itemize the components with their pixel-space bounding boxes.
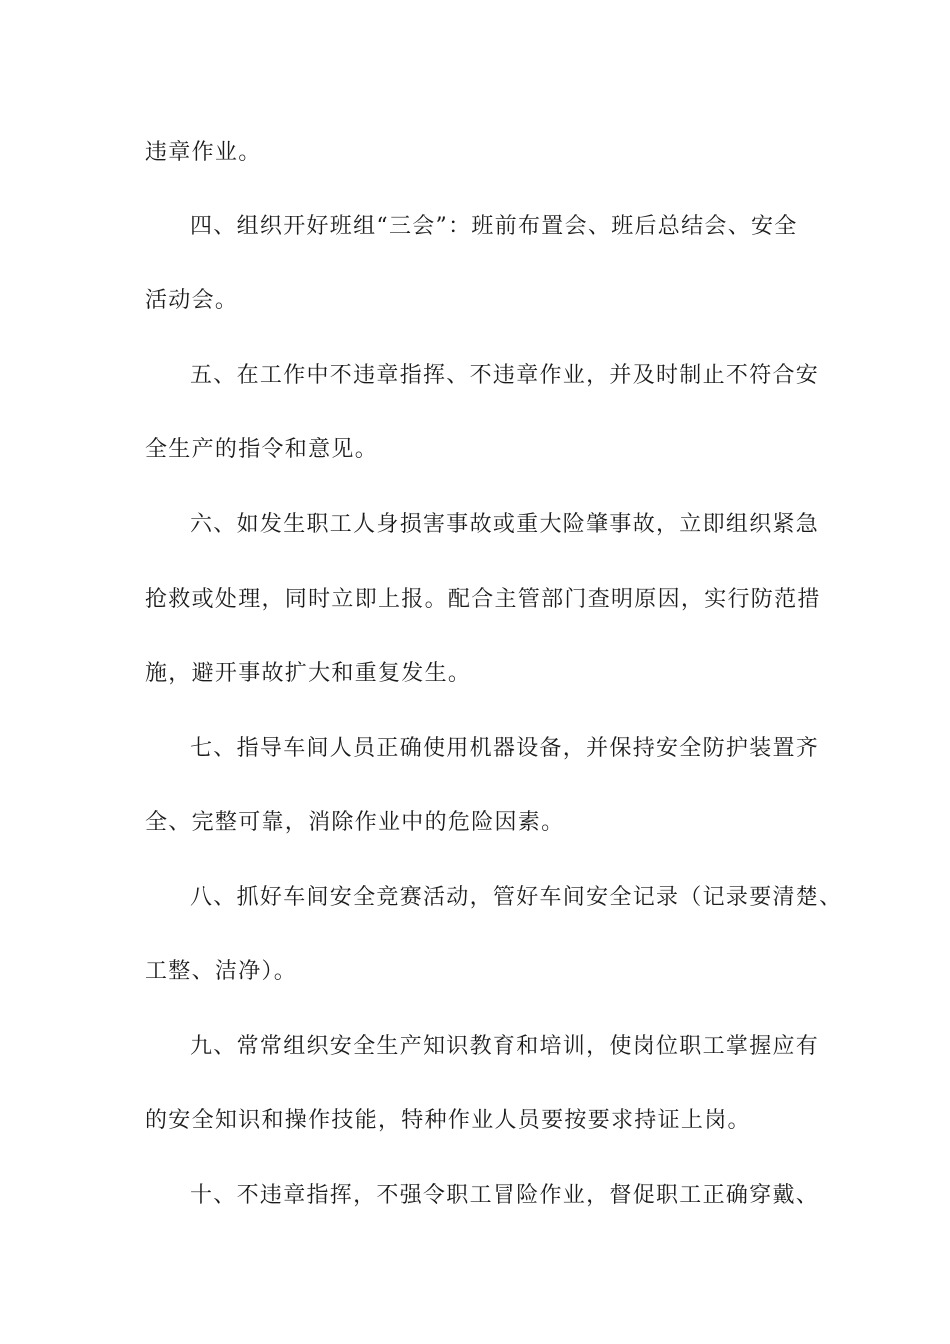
paragraph-6-start: 六、如发生职工人身损害事故或重大险肇事故，立即组织紧急: [190, 512, 820, 537]
paragraph-10-start: 十、不违章指挥，不强令职工冒险作业，督促职工正确穿戴、: [190, 1183, 820, 1208]
paragraph-5-start: 五、在工作中不违章指挥、不违章作业，并及时制止不符合安: [190, 363, 820, 388]
paragraph-4-start: 四、组织开好班组“三会”：班前布置会、班后总结会、安全: [190, 214, 798, 239]
paragraph-7-start: 七、指导车间人员正确使用机器设备，并保持安全防护装置齐: [190, 736, 820, 761]
paragraph-8-start: 八、抓好车间安全竞赛活动，管好车间安全记录（记录要清楚、: [190, 885, 843, 910]
text-line: 全、完整可靠，消除作业中的危险因素。: [145, 810, 565, 835]
text-line: 的安全知识和操作技能，特种作业人员要按要求持证上岗。: [145, 1108, 751, 1133]
text-line: 抢救或处理，同时立即上报。配合主管部门查明原因，实行防范措: [145, 587, 821, 612]
text-line: 违章作业。: [145, 140, 262, 165]
paragraph-9-start: 九、常常组织安全生产知识教育和培训，使岗位职工掌握应有: [190, 1034, 820, 1059]
text-line: 施，避开事故扩大和重复发生。: [145, 661, 472, 686]
text-line: 全生产的指令和意见。: [145, 437, 379, 462]
text-line: 活动会。: [145, 288, 239, 313]
text-line: 工整、洁净）。: [145, 959, 298, 984]
